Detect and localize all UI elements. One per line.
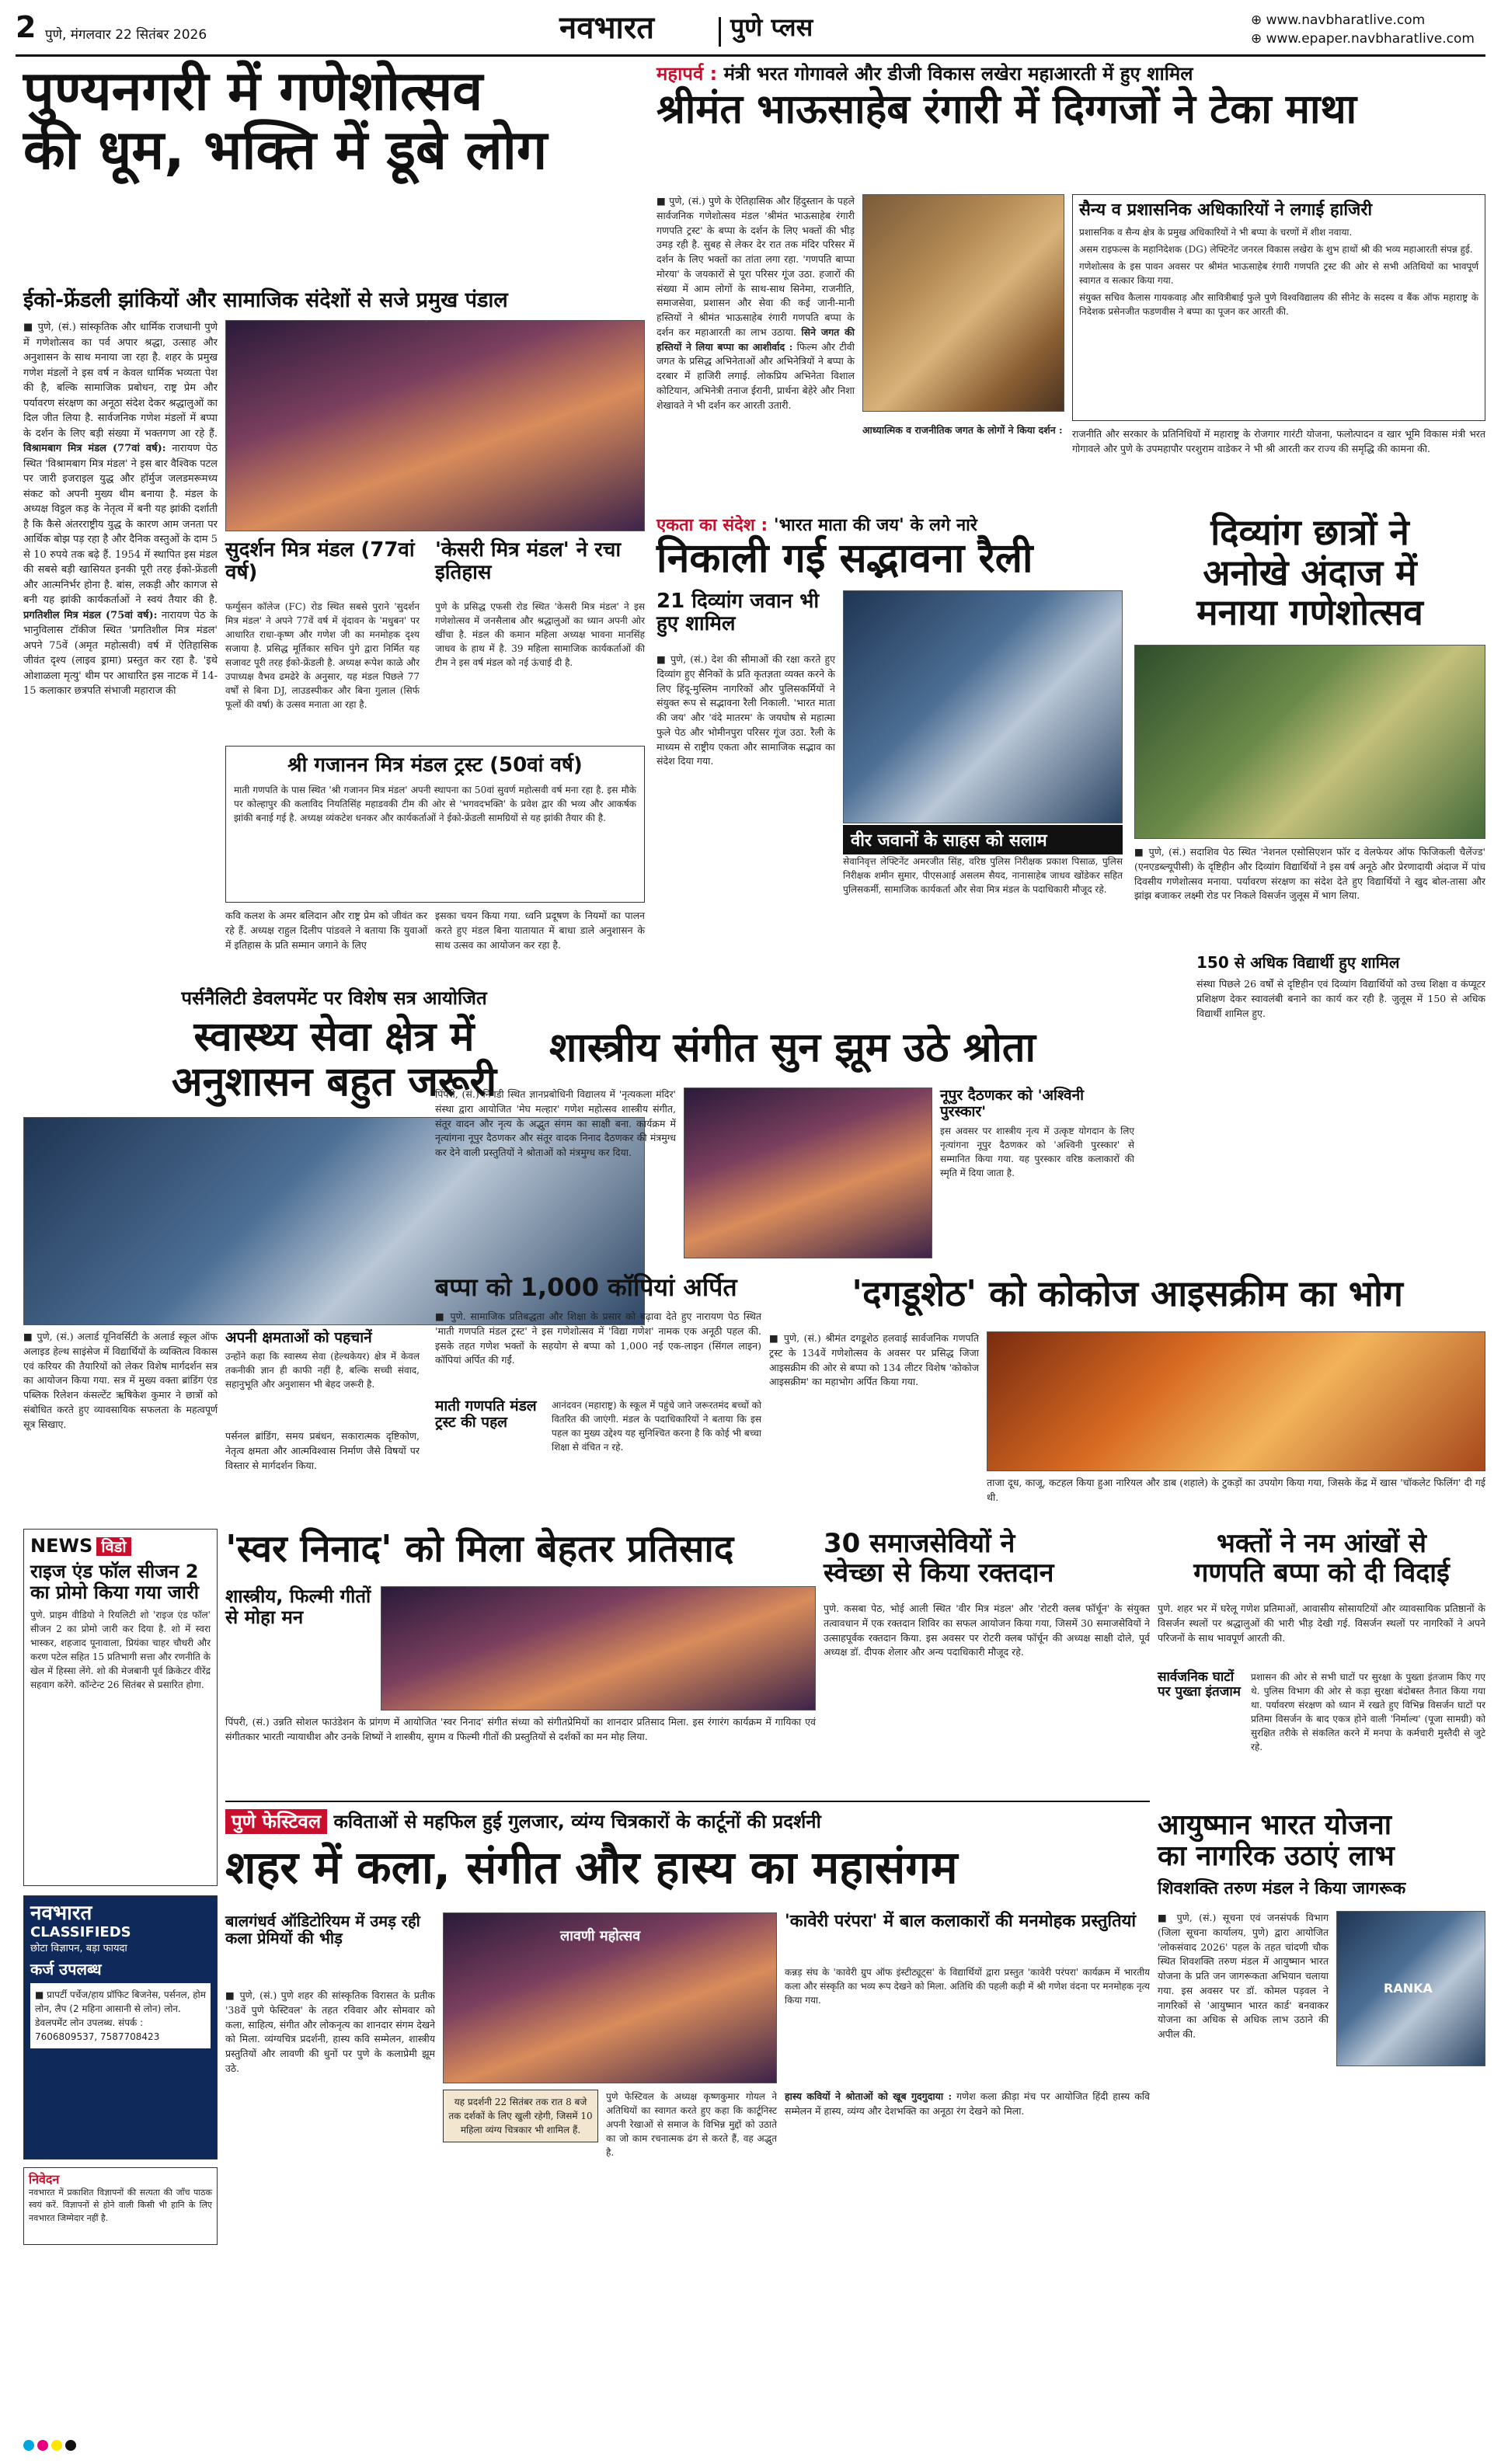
globe-icon: ⊕ bbox=[1251, 12, 1266, 28]
raktdan-headline: 30 समाजसेवियों ने स्वेच्छा से किया रक्तदान bbox=[824, 1528, 1054, 1589]
festival-tag: पुणे फेस्टिवल bbox=[225, 1809, 327, 1834]
health-body: ■ पुणे, (सं.) अलार्ड यूनिवर्सिटी के अलार्ड स्कूल ऑफ अलाइड हेल्थ साइंसेज में विद्यार्थियों के व्यक्तित्व विकास एवं करियर की तैयारियों को लेकर विशेष मार्गदर्शन सत्र का आयोजन किया गया. सत्र में मुख्य वक्ता ब्रांडिंग एंड पब्लिक रिलेशन कंसल्टेंट ऋषिकेश कुमार ने छात्रों को संबोधित करते हुए व्यावसायिक सफलता के महत्वपूर्ण सूत्र सिखाए. bbox=[23, 1331, 218, 1430]
sangeet-award-body: इस अवसर पर शास्त्रीय नृत्य में उत्कृष्ट योगदान के लिए नृत्यांगना नूपुर दैठणकर को 'अश्विनी पुरस्कार' से सम्मानित किया गया. यह पुरस्कार वरिष्ठ कलाकारों की स्मृति में दिया जाता है. bbox=[940, 1125, 1134, 1178]
ekta-photo bbox=[843, 590, 1123, 823]
news-headline: राइज एंड फॉल सीजन 2 का प्रोमो किया गया जारी bbox=[30, 1560, 199, 1603]
festival-humor: हास्य कवियों ने श्रोताओं को खूब गुदगुदाया : गणेश कला क्रीड़ा मंच पर आयोजित हिंदी हास्य कवि सम्मेलन में हास्य, व्यंग्य और देशभक्ति का अनूठा रंग देखने को मिला. bbox=[785, 2090, 1150, 2117]
health-box-body: उन्होंने कहा कि स्वास्थ्य सेवा (हेल्थकेयर) क्षेत्र में केवल तकनीकी ज्ञान ही काफी नहीं है, बल्कि सच्ची संवाद, सहानुभूति और अनुशासन भी बेहद जरूरी है. bbox=[225, 1351, 420, 1390]
arti-box bbox=[1072, 194, 1485, 421]
arti-box-item-2: असम राइफल्स के महानिदेशक (DG) लेफ्टिनेंट जनरल विकास लखेरा के शुभ हाथों श्री की भव्य महाआरती संपन्न हुई. bbox=[1079, 243, 1473, 255]
festival-photo bbox=[443, 1912, 777, 2083]
divyang-body: ■ पुणे, (सं.) सदाशिव पेठ स्थित 'नेशनल एसोसिएशन फॉर द वेलफेयर ऑफ फिजिकली चैलेंज्ड' (एनएडब्ल्यूपीसी) के दृष्टिहीन और दिव्यांग विद्यार्थियों ने इस वर्ष अनूठे और प्रेरणादायी अंदाज में पांच दिवसीय गणेशोत्सव मनाया. पर्यावरण संरक्षण का संदेश देते हुए विद्यार्थियों ने खुद बोल-तासा और झांझ बजाकर लक्ष्मी रोड पर निकले विसर्जन जुलूस में भाग लिया. bbox=[1134, 846, 1485, 902]
arti-photo bbox=[862, 194, 1064, 412]
masthead-divider bbox=[719, 17, 721, 47]
news-box bbox=[23, 1529, 218, 1886]
ekta-kicker: एकता का संदेश : 'भारत माता की जय' के लगे नारे bbox=[656, 516, 977, 535]
sudarshan-body: फर्ग्युसन कॉलेज (FC) रोड स्थित सबसे पुराने 'सुदर्शन मित्र मंडल' ने अपने 77वें वर्ष में वृंदावन के 'मधुबन' पर आधारित राधा-कृष्ण और गणेश जी का मनमोहक दृश्य सजाया है. प्रसिद्ध मूर्तिकार सचिन पुंगे द्वारा निर्मित यह सजावट पूरी तरह ईको-फ्रेंडली है. अध्यक्ष रूपेश काळे और उपाध्यक्ष वैभव ढमढेरे के अनुसार, यह मंडल पिछले 77 वर्षों से बिना DJ, लाउडस्पीकर और बिना गुलाल (सिर्फ फूलों की वर्षा) के उत्सव मनाता आ रहा है. bbox=[225, 601, 420, 710]
health-box-title: अपनी क्षमताओं को पहचानें bbox=[225, 1329, 372, 1346]
arti-adhyatmik: आध्यात्मिक व राजनीतिक जगत के लोगों ने किया दर्शन : bbox=[862, 424, 1063, 436]
classified-ad: ■ प्रापर्टी पर्चेज/हाय प्रॉफिट बिजनेस, पर्सनल, होम लोन, लैप (2 महिना आसानी से लोन) लोन. डेवलपमेंट लोन उपलब्ध. संपर्क : 7606809537, 7587708423 bbox=[30, 1983, 211, 2048]
festival-body-3: पुणे फेस्टिवल के अध्यक्ष कृष्णकुमार गोयल ने अतिथियों का स्वागत करते हुए कहा कि कार्टूनिस्ट अपनी रेखाओं से समाज के विभिन्न मुद्दों को उठाते का जो काम रचनात्मक ढंग से करते हैं, वह अद्भुत है. bbox=[606, 2091, 777, 2158]
ekta-caption: वीर जवानों के साहस को सलाम bbox=[843, 825, 1123, 854]
ekta-caption-body: सेवानिवृत्त लेफ्टिनेंट अमरजीत सिंह, वरिष्ठ पुलिस निरीक्षक प्रकाश पिसाळ, पुलिस निरीक्षक शमीन सुमार, पीएसआई असलम सैयद, नानासाहेब जाधव खोंडेकर सहित पुलिसकर्मी, सामाजिक कार्यकर्ता और सेवा मित्र मंडल के पदाधिकारी मौजूद रहे. bbox=[843, 856, 1123, 895]
magenta-dot bbox=[37, 2440, 48, 2451]
health-kicker: पर्सनैलिटी डेवलपमेंट पर विशेष सत्र आयोजित bbox=[181, 987, 487, 1009]
swar-side: शास्त्रीय, फिल्मी गीतों से मोहा मन bbox=[225, 1585, 371, 1628]
sangeet-body: पिंपरी, (सं.) निगडी स्थित ज्ञानप्रबोधिनी विद्यालय में 'नृत्यकला मंदिर' संस्था द्वारा आयोजित 'मेघ मल्हार' गणेश महोत्सव शास्त्रीय संगीत, संतूर वादन और नृत्य के अद्भुत संगम का साक्षी बना. कार्यक्रम में नृत्यांगना नूपुर दैठणकर और संतूर वादक निनाद दैठणकर की मंत्रमुग्ध कर देने वाली प्रस्तुतियों ने श्रोताओं को मंत्रमुग्ध कर दिया. bbox=[435, 1088, 676, 1158]
ekta-body: ■ पुणे, (सं.) देश की सीमाओं की रक्षा करते हुए दिव्यांग हुए सैनिकों के प्रति कृतज्ञता व्यक्त करने के लिए हिंदू-मुस्लिम नागरिकों और पुलिसकर्मियों ने संयुक्त रूप से सद्भावना रैली निकाली. 'भारत माता की जय' और 'वंदे मातरम' के जयघोष से महात्मा फुले पेठ और भोमीनपुरा परिसर गूंज उठा. रैली के माध्यम से राष्ट्रीय एकता और सामाजिक सद्भाव का संदेश दिया गया. bbox=[656, 653, 835, 767]
health-tail: पर्सनल ब्रांडिंग, समय प्रबंधन, सकारात्मक दृष्टिकोण, नेतृत्व क्षमता और आत्मविश्वास निर्माण जैसे विषयों पर विस्तार से मार्गदर्शन किया. bbox=[225, 1430, 420, 1471]
festival-body-2: कन्नड़ संघ के 'कावेरी ग्रुप ऑफ इंस्टीट्यूट्स' के विद्यार्थियों द्वारा प्रस्तुत 'कावेरी परंपरा' कार्यक्रम में भारतीय कला और संस्कृति का भव्य रूप देखने को मिला. अतिथि की पहली कड़ी में श्री गणेश वंदना पर मनमोहक नृत्य किया गया. bbox=[785, 1967, 1150, 2006]
lead-tail-1: कवि कलश के अमर बलिदान और राष्ट्र प्रेम को जीवंत कर रहे हैं. अध्यक्ष राहुल दिलीप पांडवले ने बताया कि युवाओं में इतिहास के प्रति सम्मान जगाने के लिए bbox=[225, 910, 427, 951]
masthead-rule bbox=[16, 54, 1485, 57]
news-label: NEWS bbox=[30, 1535, 93, 1557]
edition-name: पुणे प्लस bbox=[730, 12, 813, 42]
notice-box bbox=[23, 2167, 218, 2245]
arti-kicker: महापर्व : मंत्री भरत गोगावले और डीजी विकास लखेरा महाआरती में हुए शामिल bbox=[656, 63, 1193, 85]
dagdu-photo bbox=[987, 1331, 1485, 1471]
festival-sub-1: बालगंधर्व ऑडिटोरियम में उमड़ रही कला प्रेमियों की भीड़ bbox=[225, 1912, 420, 1948]
yellow-dot bbox=[51, 2440, 62, 2451]
arti-box-item-1: प्रशासनिक व सैन्य क्षेत्र के प्रमुख अधिकारियों ने भी बप्पा के चरणों में शीश नवाया. bbox=[1079, 226, 1353, 238]
classified-title: CLASSIFIEDS bbox=[30, 1924, 131, 1941]
epaper-link[interactable]: ⊕ www.epaper.navbharatlive.com bbox=[1251, 31, 1475, 47]
dateline: पुणे, मंगलवार 22 सितंबर 2026 bbox=[45, 27, 207, 43]
raktdan-body: पुणे. कसबा पेठ, भोई आली स्थित 'वीर मित्र मंडल' और 'रोटरी क्लब फॉर्चून' के संयुक्त तत्वावधान में एक रक्तदान शिविर का सफल आयोजन किया गया, जिसमें 30 समाजसेवियों ने उत्साहपूर्वक रक्तदान किया. इस अवसर पर रोटरी क्लब फॉर्चून की अध्यक्ष साक्षी दोले, पूर्व अध्यक्ष डॉ. दीपक शेलार और अन्य पदाधिकारी मौजूद रहे. bbox=[824, 1603, 1150, 1658]
website-link[interactable]: ⊕ www.navbharatlive.com bbox=[1251, 12, 1426, 28]
ekta-headline: निकाली गई सद्भावना रैली bbox=[656, 535, 1033, 582]
dagdu-headline: 'दगडूशेठ' को कोकोज आइसक्रीम का भोग bbox=[851, 1272, 1403, 1314]
divyang-photo bbox=[1134, 645, 1485, 839]
kesari-title: 'केसरी मित्र मंडल' ने रचा इतिहास bbox=[435, 538, 622, 585]
classified-brand: नवभारत bbox=[30, 1902, 92, 1925]
kesari-body: पुणे के प्रसिद्ध एफसी रोड स्थित 'केसरी मित्र मंडल' ने इस गणेशोत्सव में जनसैलाब और श्रद्धालुओं का ध्यान अपनी ओर खींचा है. मंडल की कमान महिला अध्यक्ष भावना मानसिंह जाधव के हाथ में है. 39 महिला सामाजिक कार्यकर्ताओं की टीम ने इस वर्ष मंडल को नई ऊंचाई दी है. bbox=[435, 601, 645, 668]
sangeet-headline: शास्त्रीय संगीत सुन झूम उठे श्रोता bbox=[549, 1025, 1036, 1071]
bappa-body: ■ पुणे. सामाजिक प्रतिबद्धता और शिक्षा के प्रसार को बढ़ावा देते हुए नारायण पेठ स्थित 'माती गणपति मंडल ट्रस्ट' ने इस गणेशोत्सव में 'विद्या गणेश' नामक एक अनूठी पहल की. इसके तहत गणेश भक्तों के सहयोग से बप्पा को 1,000 नई एक-लाइन (सिंगल लाइन) कॉपियां अर्पित की गईं. bbox=[435, 1310, 761, 1366]
lead-headline: पुण्यनगरी में गणेशोत्सव की धूम, भक्ति में डूबे लोग bbox=[23, 59, 548, 182]
festival-rule bbox=[225, 1801, 1150, 1802]
dagdu-tail: ताजा दूध, काजू, कटहल किया हुआ नारियल और डाब (शहाले) के टुकड़ों का उपयोग किया गया, जिसके केंद्र में खास 'चॉकलेट फिलिंग' दी गई थी. bbox=[987, 1477, 1485, 1503]
divyang-headline: दिव्यांग छात्रों ने अनोखे अंदाज में मनाया गणेशोत्सव bbox=[1196, 511, 1423, 634]
classified-box bbox=[23, 1895, 218, 2159]
sudarshan-title: सुदर्शन मित्र मंडल (77वां वर्ष) bbox=[225, 538, 415, 585]
visarjan-body-2: प्रशासन की ओर से सभी घाटों पर सुरक्षा के पुख्ता इंतजाम किए गए थे. पुलिस विभाग की ओर से कड़ा सुरक्षा बंदोबस्त तैनात किया गया था. पर्यावरण संरक्षण को ध्यान में रखते हुए विभिन्न विसर्जन घाटों पर प्रतिमा विसर्जन के बाद एकत्र होने वाली 'निर्माल्य' (पूजा सामग्री) को सुरक्षित तरीके से संकलित करने में मनपा के कर्मचारी मुस्तैदी से जुटे रहे. bbox=[1251, 1672, 1485, 1752]
visarjan-body: पुणे. शहर भर में घरेलू गणेश प्रतिमाओं, आवासीय सोसायटियों और व्यावसायिक प्रतिष्ठानों के विसर्जन स्थलों पर श्रद्धालुओं की भारी भीड़ देखी गई. विसर्जन स्थलों पर नागरिकों ने अपने परिजनों के साथ भावपूर्ण आरती की. bbox=[1158, 1603, 1485, 1644]
health-box bbox=[225, 1330, 420, 1391]
divyang-body-2: संस्था पिछले 26 वर्षों से दृष्टिहीन एवं दिव्यांग विद्यार्थियों को उच्च शिक्षा व कंप्यूटर प्रशिक्षण देकर स्वावलंबी बनाने का कार्य कर रही है. जुलूस में 150 से अधिक विद्यार्थी शामिल हुए. bbox=[1196, 978, 1485, 1019]
arti-body: ■ पुणे, (सं.) पुणे के ऐतिहासिक और हिंदुस्तान के पहले सार्वजनिक गणेशोत्सव मंडल 'श्रीमंत भाऊसाहेब रंगारी गणपति ट्रस्ट' के बप्पा के दर्शन के लिए भक्तों की भीड़ उमड़ रही है. सुबह से लेकर देर रात तक मंदिर परिसर में दर्शन के लिए भक्तों का तांता लगा रहा. 'गणपति बाप्पा मोरया' के जयकारों से पूरा परिसर गूंज उठा. हजारों की संख्या में आम लोगों के साथ-साथ सिनेमा, राजनीति, समाजसेवा, प्रशासन और सेवा की कई जानी-मानी हस्तियों ने श्रीमंत भाऊसाहेब रंगारी गणपति बप्पा के दर्शन कर महाआरती का लाभ उठाया. सिने जगत की हस्तियों ने लिया बप्पा का आशीर्वाद : फिल्म और टीवी जगत के प्रसिद्ध अभिनेताओं और अभिनेत्रियों ने बप्पा के दरबार में हाजिरी लगाई. लोकप्रिय अभिनेता विशाल कोटियान, अभिनेत्री तनाज ईरानी, प्रार्थना बेहेरे और निशा शेखावते ने भी दर्शन कर आरती उतारी. bbox=[656, 195, 855, 411]
health-headline: स्वास्थ्य सेवा क्षेत्र में अनुशासन बहुत जरूरी bbox=[171, 1014, 497, 1106]
ayushman-photo bbox=[1336, 1911, 1485, 2066]
arti-box-col: संयुक्त सचिव कैलास गायकवाड़ और सावित्रीबाई फुले पुणे विश्वविद्यालय की सीनेट के सदस्य व बैंक ऑफ महाराष्ट्र के निदेशक प्रसेनजीत फडणवीस ने बप्पा का पूजन कर आरती की. bbox=[1079, 291, 1478, 317]
print-registration-marks bbox=[23, 2439, 1476, 2455]
classified-tagline: छोटा विज्ञापन, बड़ा फायदा bbox=[30, 1943, 127, 1955]
festival-sub-2: 'कावेरी परंपरा' में बाल कलाकारों की मनमोहक प्रस्तुतियां bbox=[785, 1912, 1137, 1931]
festival-kicker-row: पुणे फेस्टिवल कविताओं से महफिल हुई गुलजार, व्यंग्य चित्रकारों के कार्टूनों की प्रदर्शनी bbox=[225, 1808, 1150, 1834]
news-tag: विडो bbox=[96, 1537, 131, 1556]
globe-icon: ⊕ bbox=[1251, 31, 1266, 47]
festival-inset-text: यह प्रदर्शनी 22 सितंबर तक रात 8 बजे तक दर्शकों के लिए खुली रहेगी, जिसमें 10 महिला व्यंग्य चित्रकार भी शामिल हैं. bbox=[448, 2097, 593, 2135]
bappa-headline: बप्पा को 1,000 कॉपियां अर्पित bbox=[435, 1272, 737, 1302]
festival-inset bbox=[443, 2090, 598, 2142]
festival-body: ■ पुणे, (सं.) पुणे शहर की सांस्कृतिक विरासत के प्रतीक '38वें पुणे फेस्टिवल' के तहत रविवार और सोमवार को कला, साहित्य, संगीत और लोकनृत्य का शानदार संगम देखने को मिला. व्यंग्यचित्र प्रदर्शनी, हास्य कवि सम्मेलन, शास्त्रीय प्रस्तुतियों और लावणी की धुनों पर पुणे के कलाप्रेमी झूम उठे. bbox=[225, 1989, 435, 2074]
brand-logo: नवभारत bbox=[559, 10, 655, 46]
visarjan-headline: भक्तों ने नम आंखों से गणपति बप्पा को दी विदाई bbox=[1193, 1528, 1450, 1589]
ayushman-headline: आयुष्मान भारत योजना का नागरिक उठाएं लाभ bbox=[1158, 1809, 1395, 1873]
dagdu-body: ■ पुणे, (सं.) श्रीमंत दगडूशेठ हलवाई सार्वजनिक गणपति ट्रस्ट के 134वें गणेशोत्सव के अवसर पर प्रसिद्ध जिजा आइसक्रीम की ओर से बप्पा को 134 लीटर विशेष 'कोकोज आइसक्रीम' का महाभोग अर्पित किया गया. bbox=[769, 1332, 979, 1388]
notice-body: नवभारत में प्रकाशित विज्ञापनों की सत्यता की जाँच पाठक स्वयं करें. विज्ञापनों से होने वाली किसी भी हानि के लिए नवभारत जिम्मेदार नहीं है. bbox=[29, 2187, 212, 2223]
page-number: 2 bbox=[16, 10, 37, 44]
swar-headline: 'स्वर निनाद' को मिला बेहतर प्रतिसाद bbox=[225, 1527, 734, 1571]
ayushman-photo-label: RANKA bbox=[1384, 1981, 1433, 1996]
bappa-body-2: आनंदवन (महाराष्ट्र) के स्कूल में पहुंचे जाने जरूरतमंद बच्चों को वितरित की जाएंगी. मंडल के पदाधिकारियों ने बताया कि इस पहल का मुख्य उद्देश्य यह सुनिश्चित करना है कि कोई भी बच्चा शिक्षा से वंचित न रहे. bbox=[552, 1400, 761, 1453]
ekta-side: 21 दिव्यांग जवान भी हुए शामिल bbox=[656, 590, 820, 636]
gajanan-box bbox=[225, 746, 645, 903]
swar-body: पिंपरी, (सं.) उन्नति सोशल फाउंडेशन के प्रांगण में आयोजित 'स्वर निनाद' संगीत संध्या को संगीतप्रेमियों का शानदार प्रतिसाद मिला. इस रंगारंग कार्यक्रम में गायिका एवं संगीतकार भारती न्यायाधीश और उनके शिष्यों ने शास्त्रीय, सुगम व फिल्मी गीतों की प्रस्तुतियों से दर्शकों का मन मोह लिया. bbox=[225, 1716, 816, 1742]
divyang-side: 150 से अधिक विद्यार्थी हुए शामिल bbox=[1196, 953, 1400, 972]
arti-col-2: राजनीति और सरकार के प्रतिनिधियों में महाराष्ट्र के रोजगार गारंटी योजना, फलोत्पादन व खार भूमि विकास मंत्री भरत गोगावले और पुणे के उपमहापौर परशुराम वाडेकर ने भी श्री आरती कर राज्य की समृद्धि की कामना की. bbox=[1072, 428, 1485, 454]
ayushman-sub: शिवशक्ति तरुण मंडल ने किया जागरूक bbox=[1158, 1879, 1406, 1898]
sangeet-award bbox=[940, 1088, 1134, 1180]
news-body: पुणे. प्राइम वीडियो ने रियलिटी शो 'राइज एंड फॉल' सीजन 2 का प्रोमो जारी कर दिया है. शो में स्वरा भास्कर, शहजाद पूनावाला, प्रियंका चाहर चौधरी और करण पटेल सहित 15 प्रतिभागी सत्ता और रणनीति के खेल में हिस्सा लेंगे. शो की मेजबानी पूर्व क्रिकेटर वीरेंद्र सहवाग करेंगे. कॉन्टेन्ट 26 सितंबर से प्रसारित होगा. bbox=[30, 1609, 211, 1690]
black-dot bbox=[65, 2440, 76, 2451]
cyan-dot bbox=[23, 2440, 34, 2451]
lead-tail-2: इसका चयन किया गया. ध्वनि प्रदूषण के नियमों का पालन करते हुए मंडल बिना यातायात में बाधा डाले अनुशासन के साथ उत्सव का आयोजन कर रहा है. bbox=[435, 910, 645, 951]
bappa-side: माती गणपति मंडल ट्रस्ट की पहल bbox=[435, 1397, 537, 1432]
lead-photo bbox=[225, 320, 645, 531]
festival-photo-label: लावणी महोत्सव bbox=[560, 1928, 641, 1944]
sangeet-award-title: नूपुर दैठणकर को 'अश्विनी पुरस्कार' bbox=[940, 1087, 1085, 1121]
notice-title: निवेदन bbox=[29, 2172, 60, 2187]
sangeet-photo bbox=[684, 1088, 932, 1258]
swar-photo bbox=[381, 1586, 816, 1711]
gajanan-title: श्री गजानन मित्र मंडल ट्रस्ट (50वां वर्ष) bbox=[287, 753, 583, 777]
arti-headline: श्रीमंत भाऊसाहेब रंगारी में दिग्गजों ने टेका माथा bbox=[656, 86, 1357, 133]
gajanan-body: माती गणपति के पास स्थित 'श्री गजानन मित्र मंडल' अपनी स्थापना का 50वां सुवर्ण महोत्सवी वर्ष मना रहा है. इस मौके पर कोल्हापुर की कलाविद नियतिसिंह महाडवकी टीम की ओर से 'भगवदभक्ति' के प्रवेश द्वार की भव्य और आकर्षक झांकी बनाई गई है. अध्यक्ष व्यंकटेश धनकर और कार्यकर्ताओं ने ईको-फ्रेंडली सामग्रियों से यह झांकी तैयार की है. bbox=[234, 785, 636, 824]
ayushman-body: ■ पुणे, (सं.) सूचना एवं जनसंपर्क विभाग (जिला सूचना कार्यालय, पुणे) द्वारा आयोजित 'लोकसंवाद 2026' पहल के तहत चांदणी चौक स्थित शिवशक्ति तरुण मंडल में आयुष्मान भारत योजना के प्रति जन जागरूकता अभियान चलाया गया. इस अवसर पर डॉ. कोमल पड़वल ने नागरिकों से 'आयुष्मान भारत कार्ड' बनवाकर योजना का अधिक से अधिक लाभ उठाने की अपील की. bbox=[1158, 1912, 1329, 2040]
festival-headline: शहर में कला, संगीत और हास्य का महासंगम bbox=[225, 1841, 958, 1894]
arti-box-title: सैन्य व प्रशासनिक अधिकारियों ने लगाई हाजिरी bbox=[1079, 200, 1373, 220]
kesari-photo bbox=[426, 320, 427, 322]
classified-section: कर्ज उपलब्ध bbox=[30, 1960, 102, 1979]
lead-subhead: ईको-फ्रेंडली झांकियों और सामाजिक संदेशों से सजे प्रमुख पंडाल bbox=[23, 288, 508, 312]
arti-box-item-3: गणेशोत्सव के इस पावन अवसर पर श्रीमंत भाऊसाहेब रंगारी गणपति ट्रस्ट की ओर से सभी अतिथियों का भावपूर्ण स्वागत व सत्कार किया गया. bbox=[1079, 260, 1478, 286]
visarjan-side: सार्वजनिक घाटों पर पुख्ता इंतजाम bbox=[1158, 1669, 1241, 1700]
masthead bbox=[16, 8, 1485, 54]
lead-body-col1: ■ पुणे, (सं.) सांस्कृतिक और धार्मिक राजधानी पुणे में गणेशोत्सव का पर्व अपार श्रद्धा, उत्साह और अनुशासन के साथ मनाया जा रहा है. शहर के प्रमुख गणेश मंडलों ने इस वर्ष न केवल धार्मिक भव्यता पेश की है, बल्कि सामाजिक प्रबोधन, राष्ट्र प्रेम और पर्यावरण संरक्षण का अनूठा संदेश देकर श्रद्धालुओं का दिल जीत लिया है. सार्वजनिक गणेश मंडलों में बप्पा के दर्शन के लिए बड़ी संख्या में भक्तगण आ रहे हैं. विश्रामबाग मित्र मंडल (77वां वर्ष): नारायण पेठ स्थित 'विश्रामबाग मित्र मंडल' ने इस बार वैश्विक पटल पर जारी इजराइल युद्ध और हॉर्मुज जलडमरूमध्य संकट को अपनी मुख्य थीम बनाया है. मंडल के अध्यक्ष विट्ठल कड़ के नेतृत्व में बनी यह झांकी दर्शाती है कि कैसे अंतरराष्ट्रीय युद्ध के कारण आम जनता पर आर्थिक बोझ पड़ रहा है और दैनिक वस्तुओं के दाम 5 से 10 रुपये तक बढ़े हैं. 1954 में स्थापित इस मंडल की सबसे बड़ी खासियत इनकी पूरी तरह ईको-फ्रेंडली और आत्मनिर्भर होना है. बांस, लकड़ी और कागज से बनी यह झांकी कार्यकर्ताओं ने स्वयं तैयार की है. प्रगतिशील मित्र मंडल (75वां वर्ष): नारायण पेठ के भानुविलास टॉकीज स्थित 'प्रगतिशील मित्र मंडल' अपने 75वें (अमृत महोत्सवी) वर्ष में ऐतिहासिक जीवंत दृश्य (लाइव ड्रामा) प्रस्तुत कर रहा है. 'इथे ओशाळला मृत्यु' थीम पर आधारित इस नाटक में 14-15 कलाकार छत्रपति संभाजी महाराज की bbox=[23, 322, 218, 697]
